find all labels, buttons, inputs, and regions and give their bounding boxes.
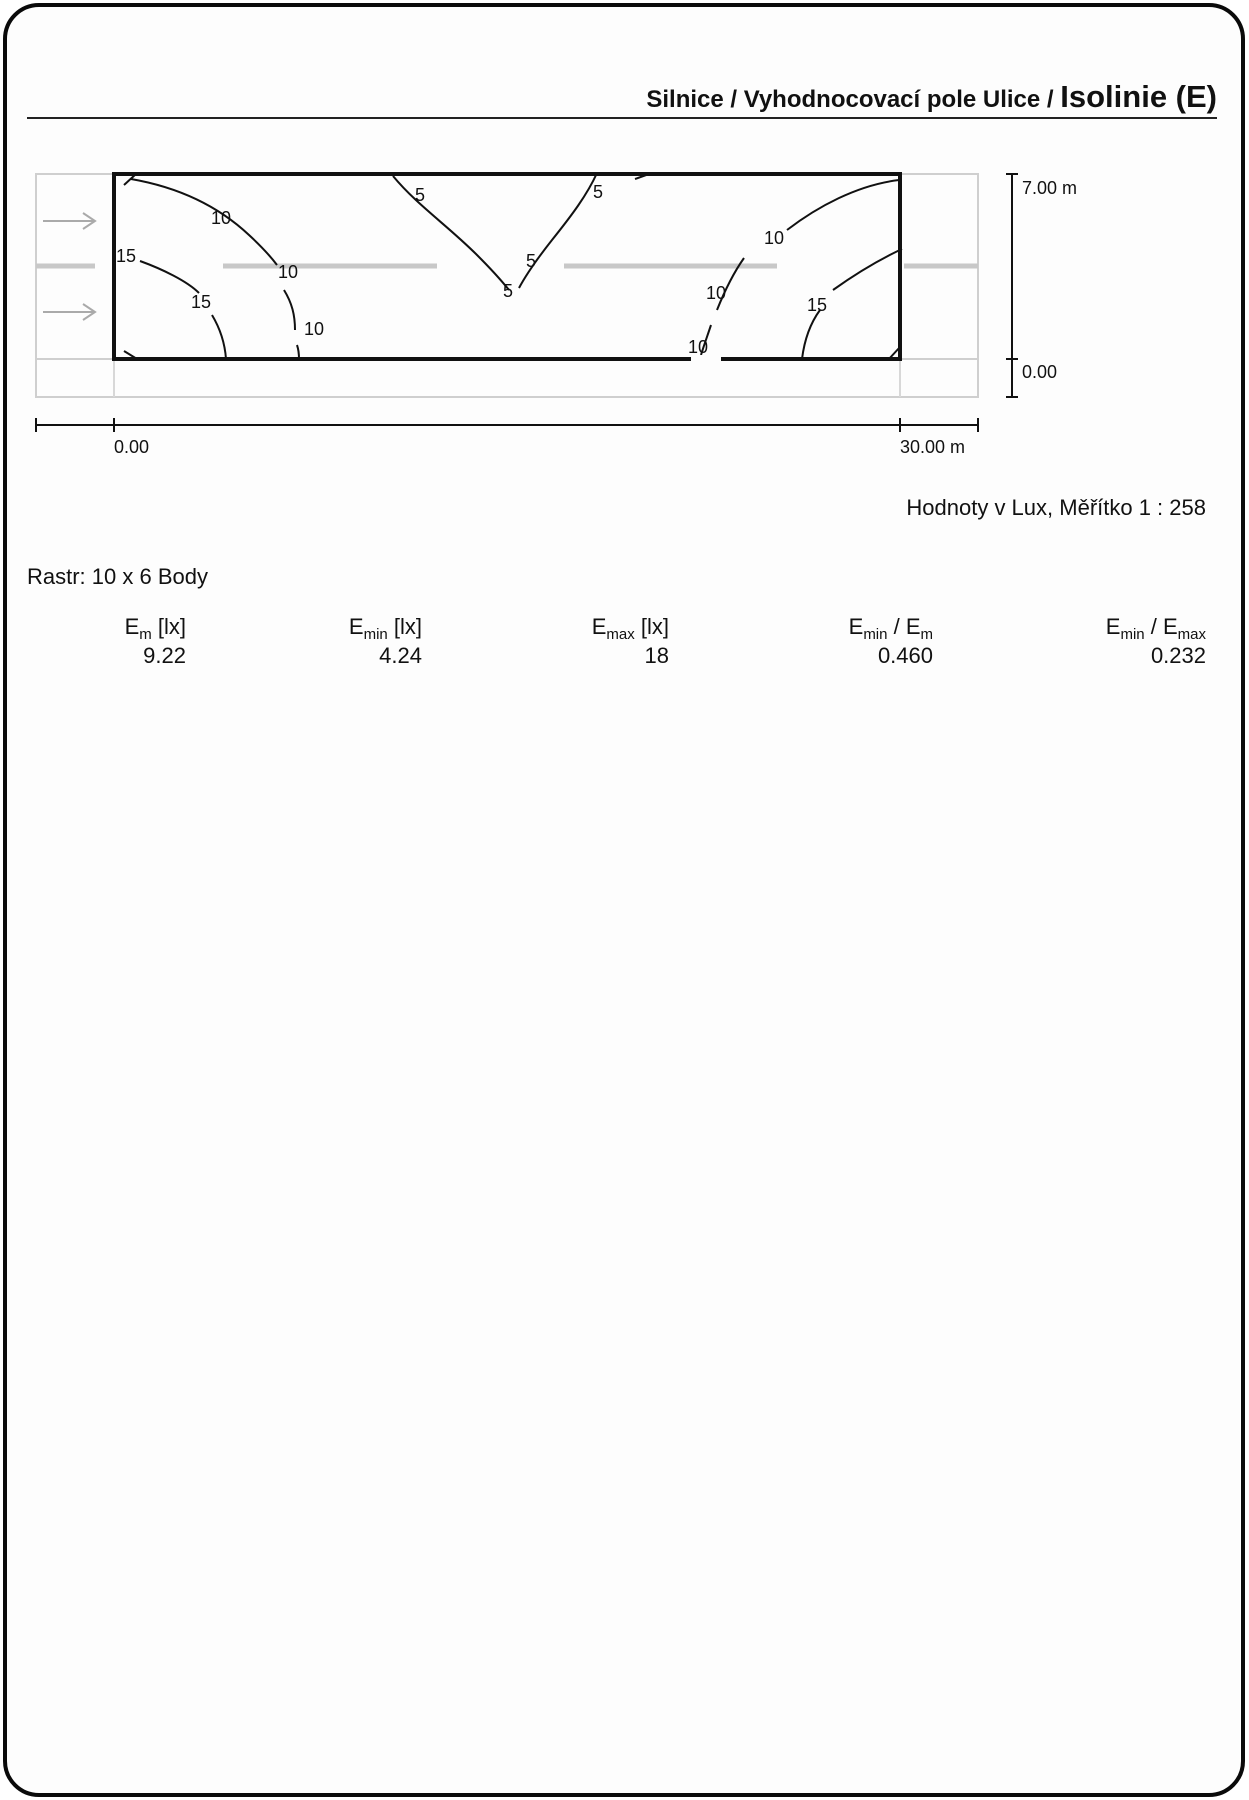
stat-value: 0.232 (1150, 643, 1206, 668)
isoline-label: 5 (526, 251, 537, 271)
stat-value: 0.460 (877, 643, 933, 668)
isoline-label: 10 (688, 337, 709, 357)
horizontal-scale (36, 418, 978, 432)
isoline-15-left-upper (140, 261, 199, 293)
isoline-label: 15 (191, 292, 212, 312)
isoline-15-left-lower (212, 315, 226, 359)
isoline-label: 5 (415, 185, 426, 205)
stat-e-max: $E_{max}$ [lx] 18 (591, 614, 669, 668)
isoline-10-left-lower (284, 290, 295, 330)
y-bottom-label: 0.00 (1022, 362, 1058, 382)
isoline-10-left-tail (297, 345, 299, 359)
stat-uniformity-min-max: $E_{min} / E_{max}$ 0.232 (1105, 614, 1206, 668)
stat-value: 9.22 (143, 643, 186, 668)
x-right-label: 30.00 m (900, 437, 966, 457)
isoline-label: 10 (211, 208, 232, 228)
page-header (27, 77, 1217, 119)
stat-value: 4.24 (379, 643, 422, 668)
header-path: Silnice / Vyhodnocovací pole Ulice / (646, 86, 1054, 113)
isoline-10-left-upper (131, 179, 277, 265)
isoline-10-right-upper (787, 180, 899, 230)
isoline-label: 5 (503, 281, 514, 301)
x-left-label: 0.00 (114, 437, 150, 457)
isoline-label: 10 (304, 319, 325, 339)
grid-info: Rastr: 10 x 6 Body (27, 564, 208, 589)
isoline-label: 5 (593, 182, 604, 202)
isoline-15-right-lower (802, 310, 820, 359)
isoline-label: 10 (764, 228, 785, 248)
traffic-direction-arrow-icon (43, 304, 95, 320)
stat-value: 18 (644, 643, 669, 668)
isoline-label: 10 (278, 262, 299, 282)
stat-e-min: $E_{min}$ [lx] 4.24 (348, 614, 422, 668)
units-scale-caption: Hodnoty v Lux, Měřítko 1 : 258 (906, 495, 1206, 520)
isoline-label: 15 (807, 295, 828, 315)
traffic-direction-arrow-icon (43, 213, 95, 229)
stat-e-mean: $E_m$ [lx] 9.22 (124, 614, 186, 668)
report-page (3, 3, 1245, 1797)
header-title: Isolinie (E) (1060, 79, 1217, 114)
isoline-label: 15 (116, 246, 137, 266)
y-top-label: 7.00 m (1022, 178, 1078, 198)
isoline-5-left (393, 176, 509, 290)
isoline-15-right-upper (833, 249, 902, 290)
isoline-diagram (27, 165, 1097, 465)
isoline-label: 10 (706, 283, 727, 303)
vertical-scale (1006, 174, 1018, 397)
stat-uniformity-min-mean: $E_{min} / E_m$ 0.460 (848, 614, 933, 668)
